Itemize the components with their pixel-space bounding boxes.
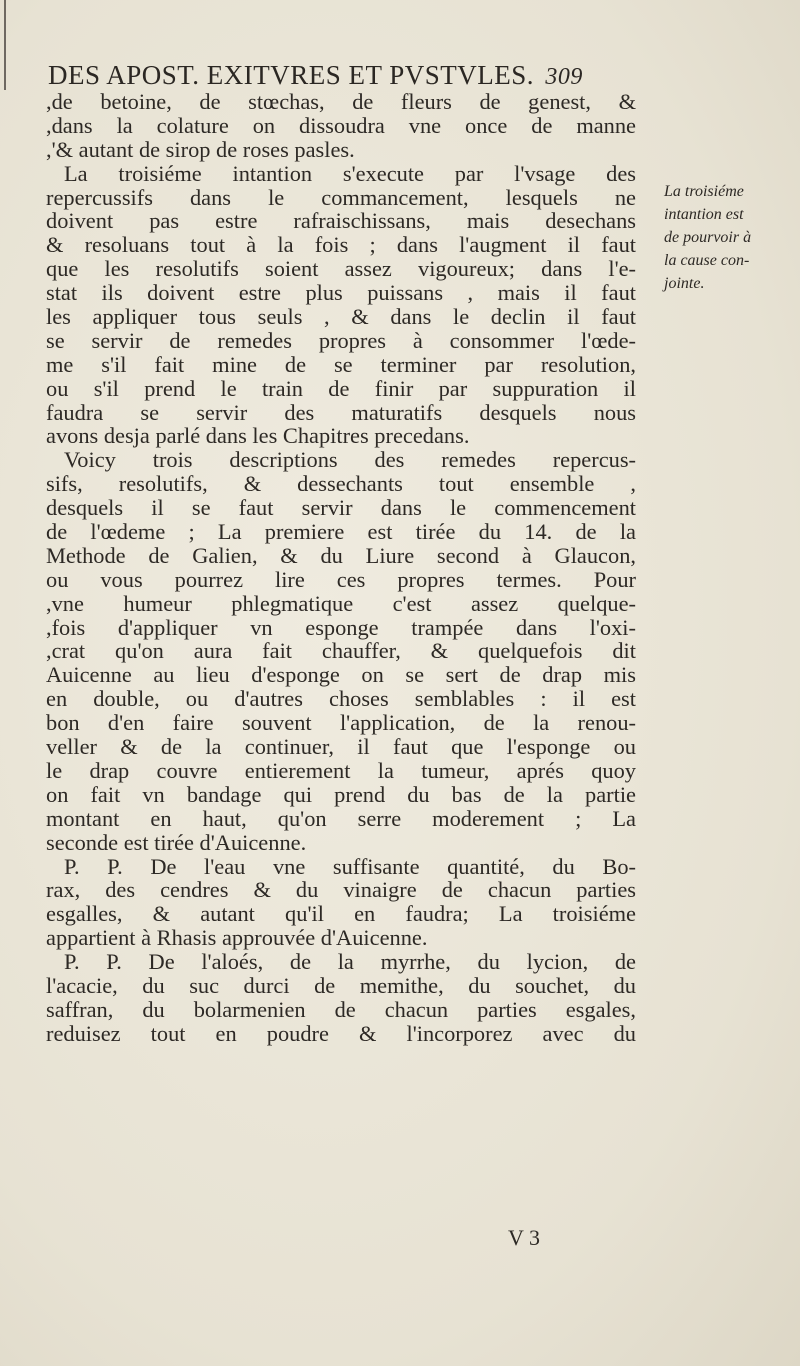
text-line: doivent pas estre rafraischissans, mais desechans: [46, 208, 636, 234]
text-line: ,crat qu'on aura fait chauffer, & quelquefois dit: [46, 638, 636, 664]
text-line: ,de betoine, de stœchas, de fleurs de genest, &: [46, 89, 636, 114]
main-text-block: [46, 90, 636, 1046]
page-number: 309: [545, 64, 583, 90]
text-line: l'acacie, du suc durci de memithe, du souchet, du: [46, 972, 636, 998]
text-line: stat ils doivent estre plus puissans , mais il faut: [46, 280, 636, 306]
text-line: en double, ou d'autres choses semblables : il est: [46, 686, 636, 712]
text-line: le drap couvre entierement la tumeur, aprés quoy: [46, 757, 636, 783]
text-line: ,vne humeur phlegmatique c'est assez quelque-: [46, 590, 636, 616]
text-line: & resoluans tout à la fois ; dans l'augment il faut: [46, 232, 636, 258]
text-line: Voicy trois descriptions des remedes repercus-: [64, 447, 636, 473]
text-line: que les resolutifs soient assez vigoureux; dans l'e-: [46, 256, 636, 282]
running-header: [48, 60, 648, 91]
margin-note-line: la cause con-: [664, 252, 750, 269]
text-line: La troisiéme intantion s'execute par l'vsage des: [64, 160, 636, 186]
text-line: me s'il fait mine de se terminer par resolution,: [46, 351, 636, 377]
text-line: ,dans la colature on dissoudra vne once de manne: [46, 112, 636, 138]
text-line: bon d'en faire souvent l'application, de la renou-: [46, 710, 636, 736]
text-line: Auicenne au lieu d'esponge on se sert de drap mis: [46, 662, 636, 688]
text-line: desquels il se faut servir dans le commencement: [46, 495, 636, 521]
page-edge-mark: [4, 0, 6, 90]
text-line: faudra se servir des maturatifs desquels nous: [46, 399, 636, 425]
margin-note-line: intantion est: [664, 206, 744, 223]
margin-note-line: de pourvoir à: [664, 229, 752, 246]
text-line: ,'& autant de sirop de roses pasles.: [46, 136, 355, 162]
text-line: rax, des cendres & du vinaigre de chacun parties: [46, 877, 636, 903]
text-line: de l'œdeme ; La premiere est tirée du 14. de la: [46, 519, 636, 545]
header-title: DES APOST. EXITVRES ET PVSTVLES.: [48, 60, 535, 90]
margin-note: [664, 180, 796, 295]
text-line: Methode de Galien, & du Liure second à Glaucon,: [46, 542, 636, 568]
text-line: repercussifs dans le commancement, lesquels ne: [46, 184, 636, 210]
text-line: reduisez tout en poudre & l'incorporez avec du: [46, 1020, 636, 1046]
text-line: les appliquer tous seuls , & dans le declin il faut: [46, 304, 636, 330]
text-line: P. P. De l'eau vne suffisante quantité, du Bo-: [64, 853, 636, 879]
text-line: ou vous pourrez lire ces propres termes. Pour: [46, 566, 636, 592]
text-line: on fait vn bandage qui prend du bas de la partie: [46, 781, 636, 807]
text-line: appartient à Rhasis approuvée d'Auicenne.: [46, 925, 428, 951]
text-line: P. P. De l'aloés, de la myrrhe, du lycion, de: [64, 949, 636, 975]
text-line: esgalles, & autant qu'il en faudra; La troisiéme: [46, 901, 636, 927]
text-line: se servir de remedes propres à consommer l'œde-: [46, 327, 636, 353]
text-line: montant en haut, qu'on serre moderement ; La: [46, 805, 636, 831]
margin-note-line: La troisiéme: [664, 183, 744, 200]
margin-note-line: jointe.: [664, 275, 705, 292]
text-line: ou s'il prend le train de finir par suppuration il: [46, 375, 636, 401]
text-line: veller & de la continuer, il faut que l'esponge ou: [46, 734, 636, 760]
text-line: seconde est tirée d'Auicenne.: [46, 829, 307, 855]
text-line: ,fois d'appliquer vn esponge trampée dans l'oxi-: [46, 614, 636, 640]
text-line: sifs, resolutifs, & dessechants tout ensemble ,: [46, 471, 636, 497]
signature-mark: V 3: [508, 1225, 540, 1250]
text-line: avons desja parlé dans les Chapitres precedans.: [46, 423, 470, 449]
text-line: saffran, du bolarmenien de chacun parties esgales,: [46, 996, 636, 1022]
